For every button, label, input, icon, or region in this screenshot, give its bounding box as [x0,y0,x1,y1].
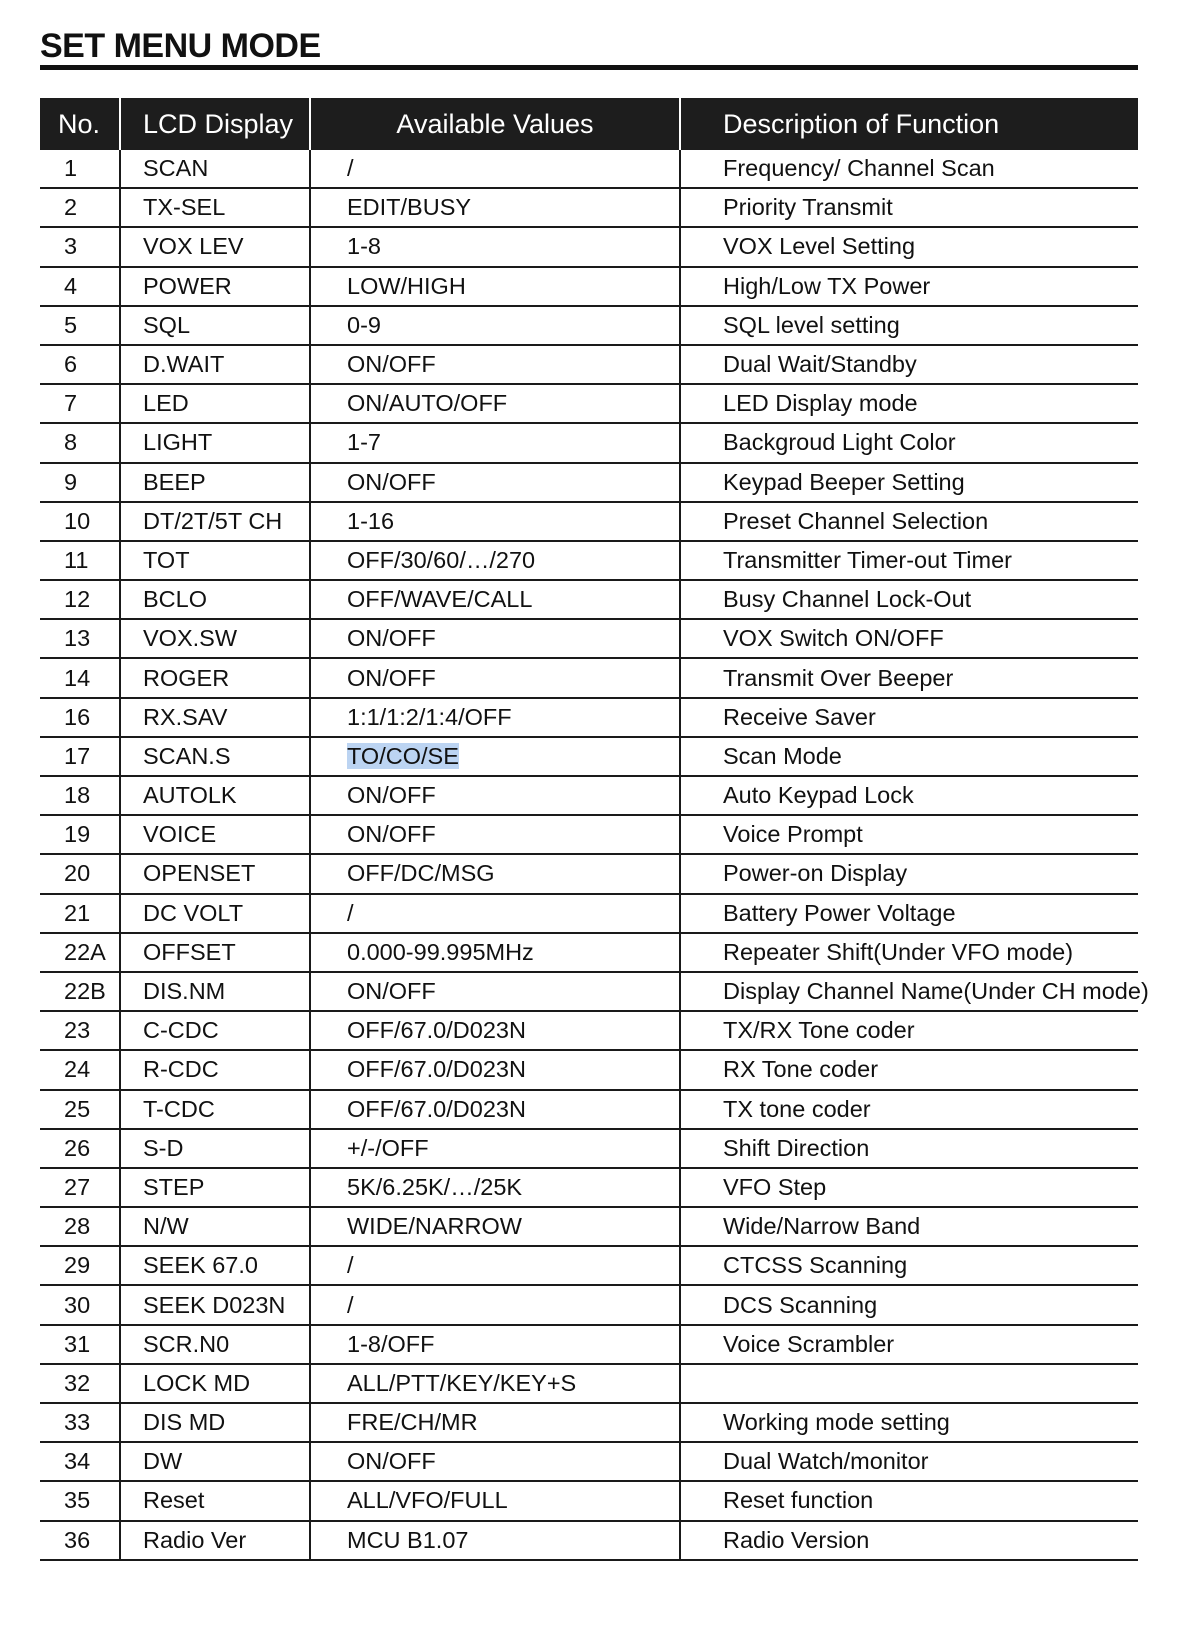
cell-available-values: ALL/PTT/KEY/KEY+S [310,1364,680,1403]
cell-lcd-display: VOX.SW [120,619,310,658]
page-title: SET MENU MODE [40,27,321,65]
cell-description: Working mode setting [680,1403,1138,1442]
table-row [40,1285,1138,1324]
cell-description: TX/RX Tone coder [680,1011,1138,1050]
cell-lcd-display: SEEK D023N [120,1285,310,1324]
table-row [40,423,1138,462]
header-row [40,98,1138,150]
table-body [40,150,1149,1560]
cell-available-values: WIDE/NARROW [310,1207,680,1246]
cell-lcd-display: DIS MD [120,1403,310,1442]
cell-lcd-display: SQL [120,306,310,345]
cell-lcd-display: D.WAIT [120,345,310,384]
cell-lcd-display: N/W [120,1207,310,1246]
table-row [40,972,1138,1011]
table-header [40,98,1138,150]
cell-lcd-display: SCR.N0 [120,1325,310,1364]
cell-no: 35 [40,1481,120,1520]
set-menu-table [40,98,1149,1561]
table-row [40,698,1138,737]
cell-no: 8 [40,423,120,462]
cell-no: 18 [40,776,120,815]
cell-lcd-display: LIGHT [120,423,310,462]
table-row [40,345,1138,384]
cell-no: 22A [40,933,120,972]
cell-no: 14 [40,658,120,697]
table-row [40,580,1138,619]
table-row [40,933,1138,972]
cell-lcd-display: AUTOLK [120,776,310,815]
cell-no: 30 [40,1285,120,1324]
cell-available-values: 1-7 [310,423,680,462]
cell-no: 13 [40,619,120,658]
cell-no: 5 [40,306,120,345]
cell-lcd-display: R-CDC [120,1050,310,1089]
cell-description: RX Tone coder [680,1050,1138,1089]
cell-no: 19 [40,815,120,854]
cell-no: 10 [40,502,120,541]
cell-available-values: EDIT/BUSY [310,188,680,227]
cell-description: Busy Channel Lock-Out [680,580,1138,619]
cell-description: Preset Channel Selection [680,502,1138,541]
cell-description [680,1364,1138,1403]
table-row [40,1364,1138,1403]
cell-available-values: ON/OFF [310,776,680,815]
table-row [40,1011,1138,1050]
cell-available-values: ON/OFF [310,345,680,384]
cell-available-values: LOW/HIGH [310,267,680,306]
table-row [40,188,1138,227]
cell-description: Wide/Narrow Band [680,1207,1138,1246]
table-row [40,1207,1138,1246]
cell-available-values: ON/OFF [310,619,680,658]
cell-description: Dual Watch/monitor [680,1442,1138,1481]
cell-lcd-display: RX.SAV [120,698,310,737]
selected-text-highlight: TO/CO/SE [347,742,459,769]
cell-available-values: 5K/6.25K/…/25K [310,1168,680,1207]
cell-description: SQL level setting [680,306,1138,345]
cell-available-values [310,737,680,776]
cell-available-values: / [310,150,680,188]
cell-lcd-display: T-CDC [120,1090,310,1129]
cell-description: Radio Version [680,1521,1138,1560]
table-row [40,1442,1138,1481]
cell-available-values: / [310,1246,680,1285]
header-no: No. [40,98,120,150]
cell-available-values: ON/AUTO/OFF [310,384,680,423]
table-row [40,1246,1138,1285]
cell-available-values: ON/OFF [310,815,680,854]
cell-description: Scan Mode [680,737,1138,776]
cell-description: High/Low TX Power [680,267,1138,306]
cell-available-values: ON/OFF [310,658,680,697]
cell-lcd-display: SEEK 67.0 [120,1246,310,1285]
cell-lcd-display: Radio Ver [120,1521,310,1560]
cell-lcd-display: DIS.NM [120,972,310,1011]
cell-lcd-display: OFFSET [120,933,310,972]
table-row [40,1129,1138,1168]
cell-no: 4 [40,267,120,306]
cell-description: VOX Switch ON/OFF [680,619,1138,658]
cell-lcd-display: DC VOLT [120,894,310,933]
cell-lcd-display: C-CDC [120,1011,310,1050]
cell-no: 17 [40,737,120,776]
cell-available-values: ON/OFF [310,463,680,502]
cell-lcd-display: BEEP [120,463,310,502]
cell-lcd-display: BCLO [120,580,310,619]
cell-available-values: 0-9 [310,306,680,345]
cell-description: Backgroud Light Color [680,423,1138,462]
cell-available-values: FRE/CH/MR [310,1403,680,1442]
table-row [40,463,1138,502]
table-row [40,1090,1138,1129]
cell-description: TX tone coder [680,1090,1138,1129]
cell-description: Transmit Over Beeper [680,658,1138,697]
table-row [40,1168,1138,1207]
cell-lcd-display: TX-SEL [120,188,310,227]
cell-no: 7 [40,384,120,423]
cell-description: DCS Scanning [680,1285,1138,1324]
cell-no: 31 [40,1325,120,1364]
cell-available-values: OFF/67.0/D023N [310,1011,680,1050]
cell-available-values: 1:1/1:2/1:4/OFF [310,698,680,737]
header-lcd-display: LCD Display [120,98,310,150]
cell-no: 11 [40,541,120,580]
cell-no: 3 [40,227,120,266]
cell-available-values: OFF/67.0/D023N [310,1090,680,1129]
title-rule [40,65,1138,70]
cell-lcd-display: DT/2T/5T CH [120,502,310,541]
cell-lcd-display: ROGER [120,658,310,697]
cell-no: 34 [40,1442,120,1481]
cell-no: 9 [40,463,120,502]
cell-description: Voice Prompt [680,815,1138,854]
cell-description: Dual Wait/Standby [680,345,1138,384]
cell-description: Display Channel Name(Under CH mode) [680,972,1138,1011]
cell-no: 6 [40,345,120,384]
cell-no: 33 [40,1403,120,1442]
cell-description: Auto Keypad Lock [680,776,1138,815]
cell-lcd-display: VOICE [120,815,310,854]
cell-description: Keypad Beeper Setting [680,463,1138,502]
cell-available-values: 1-16 [310,502,680,541]
table-row [40,815,1138,854]
cell-description: CTCSS Scanning [680,1246,1138,1285]
cell-no: 1 [40,150,120,188]
table-row [40,1481,1138,1520]
cell-available-values: / [310,1285,680,1324]
cell-available-values: OFF/67.0/D023N [310,1050,680,1089]
cell-available-values: MCU B1.07 [310,1521,680,1560]
cell-no: 26 [40,1129,120,1168]
cell-description: Repeater Shift(Under VFO mode) [680,933,1138,972]
table-row [40,619,1138,658]
cell-available-values: OFF/30/60/…/270 [310,541,680,580]
cell-lcd-display: STEP [120,1168,310,1207]
cell-lcd-display: SCAN.S [120,737,310,776]
table-row [40,658,1138,697]
cell-lcd-display: S-D [120,1129,310,1168]
table-row [40,502,1138,541]
table-row [40,150,1138,188]
table-row [40,384,1138,423]
cell-no: 20 [40,854,120,893]
cell-description: Battery Power Voltage [680,894,1138,933]
table-row [40,776,1138,815]
cell-available-values: ON/OFF [310,1442,680,1481]
cell-no: 23 [40,1011,120,1050]
cell-lcd-display: Reset [120,1481,310,1520]
cell-lcd-display: SCAN [120,150,310,188]
table-row [40,1050,1138,1089]
table-row [40,737,1138,776]
cell-available-values: 1-8 [310,227,680,266]
cell-no: 2 [40,188,120,227]
header-description: Description of Function [680,98,1138,150]
cell-description: Voice Scrambler [680,1325,1138,1364]
cell-no: 27 [40,1168,120,1207]
cell-description: Reset function [680,1481,1138,1520]
table-row [40,227,1138,266]
cell-description: Shift Direction [680,1129,1138,1168]
cell-lcd-display: POWER [120,267,310,306]
cell-lcd-display: LOCK MD [120,1364,310,1403]
cell-available-values: 1-8/OFF [310,1325,680,1364]
table-row [40,894,1138,933]
table-row [40,541,1138,580]
table-row [40,1325,1138,1364]
table-row [40,267,1138,306]
cell-no: 28 [40,1207,120,1246]
cell-available-values: OFF/DC/MSG [310,854,680,893]
cell-no: 32 [40,1364,120,1403]
cell-description: Frequency/ Channel Scan [680,150,1138,188]
cell-no: 12 [40,580,120,619]
cell-description: Power-on Display [680,854,1138,893]
cell-available-values: ON/OFF [310,972,680,1011]
cell-no: 22B [40,972,120,1011]
cell-no: 24 [40,1050,120,1089]
cell-lcd-display: OPENSET [120,854,310,893]
cell-available-values: ALL/VFO/FULL [310,1481,680,1520]
cell-description: Priority Transmit [680,188,1138,227]
cell-available-values: 0.000-99.995MHz [310,933,680,972]
cell-no: 36 [40,1521,120,1560]
header-available-values: Available Values [310,98,680,150]
table-row [40,1403,1138,1442]
cell-available-values: +/-/OFF [310,1129,680,1168]
cell-no: 29 [40,1246,120,1285]
cell-description: LED Display mode [680,384,1138,423]
cell-lcd-display: LED [120,384,310,423]
cell-no: 25 [40,1090,120,1129]
table-row [40,306,1138,345]
table-row [40,1521,1138,1560]
cell-description: VFO Step [680,1168,1138,1207]
cell-description: VOX Level Setting [680,227,1138,266]
cell-available-values: OFF/WAVE/CALL [310,580,680,619]
cell-lcd-display: VOX LEV [120,227,310,266]
cell-no: 21 [40,894,120,933]
cell-description: Receive Saver [680,698,1138,737]
cell-available-values: / [310,894,680,933]
cell-no: 16 [40,698,120,737]
cell-description: Transmitter Timer-out Timer [680,541,1138,580]
cell-lcd-display: TOT [120,541,310,580]
cell-lcd-display: DW [120,1442,310,1481]
table-row [40,854,1138,893]
